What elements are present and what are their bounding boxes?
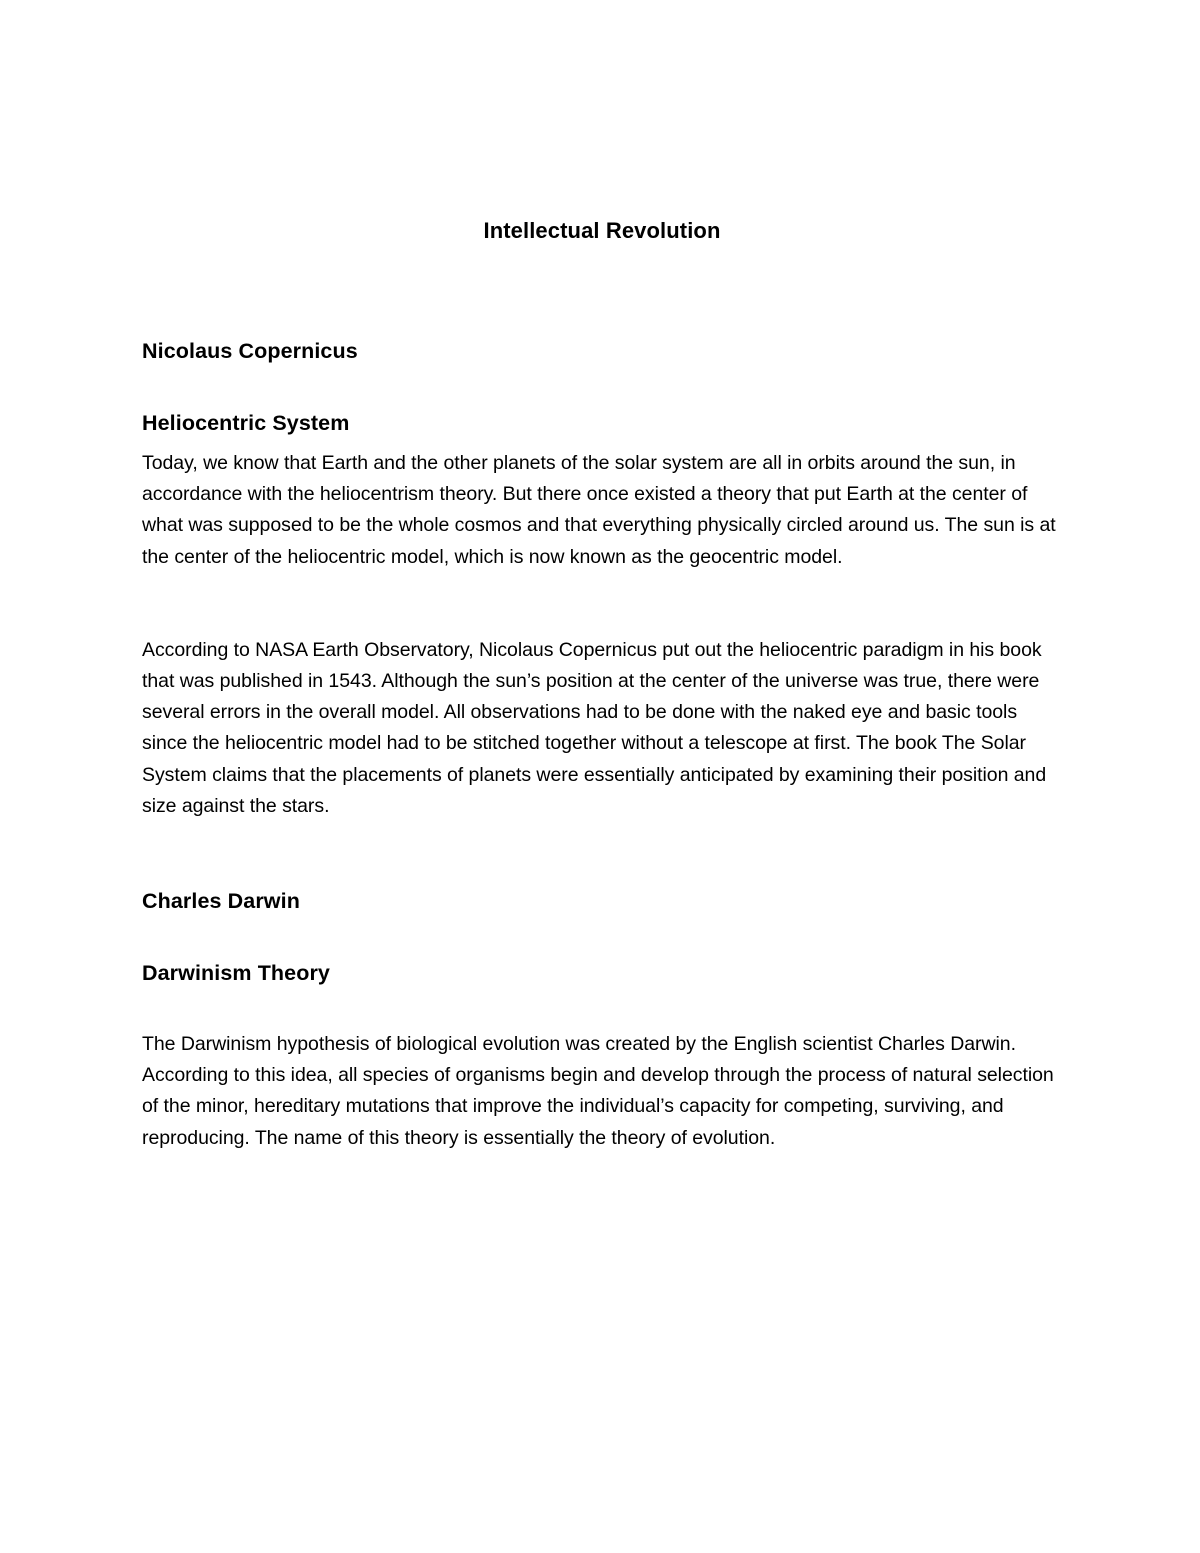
section-heading-copernicus: Nicolaus Copernicus bbox=[142, 339, 358, 363]
subheading-heliocentric-system: Heliocentric System bbox=[142, 411, 350, 435]
paragraph-copernicus-book: According to NASA Earth Observatory, Nicolaus Copernicus put out the heliocentric paradigm in his book that was published in 1543. Although the sun’s position at the center of the universe was true, there were several errors in the overall model. All observations had to be done with the naked eye and basic tools since the heliocentric model had to be stitched together without a telescope at first. The book The Solar System claims that the placements of planets were essentially anticipated by examining their position and size against the stars. bbox=[142, 638, 1047, 817]
document-body bbox=[142, 214, 1062, 1154]
subheading-darwinism-theory: Darwinism Theory bbox=[142, 961, 330, 986]
paragraph-darwinism: The Darwinism hypothesis of biological evolution was created by the English scientist Charles Darwin. According to this idea, all species of organisms begin and develop through the process of natural selection of the minor, hereditary mutations that improve the individual’s capacity for competing, surviving, and reproducing. The name of this theory is essentially the theory of evolution. bbox=[142, 1033, 1054, 1149]
paragraph-heliocentric-intro: Today, we know that Earth and the other planets of the solar system are all in orbits around the sun, in accordance with the heliocentrism theory. But there once existed a theory that put Earth at the center of what was supposed to be the whole cosmos and that everything physically circled around us. The sun is at the center of the heliocentric model, which is now known as the geocentric model. bbox=[142, 452, 1056, 568]
document-title: Intellectual Revolution bbox=[483, 218, 721, 243]
section-heading-darwin: Charles Darwin bbox=[142, 889, 300, 914]
